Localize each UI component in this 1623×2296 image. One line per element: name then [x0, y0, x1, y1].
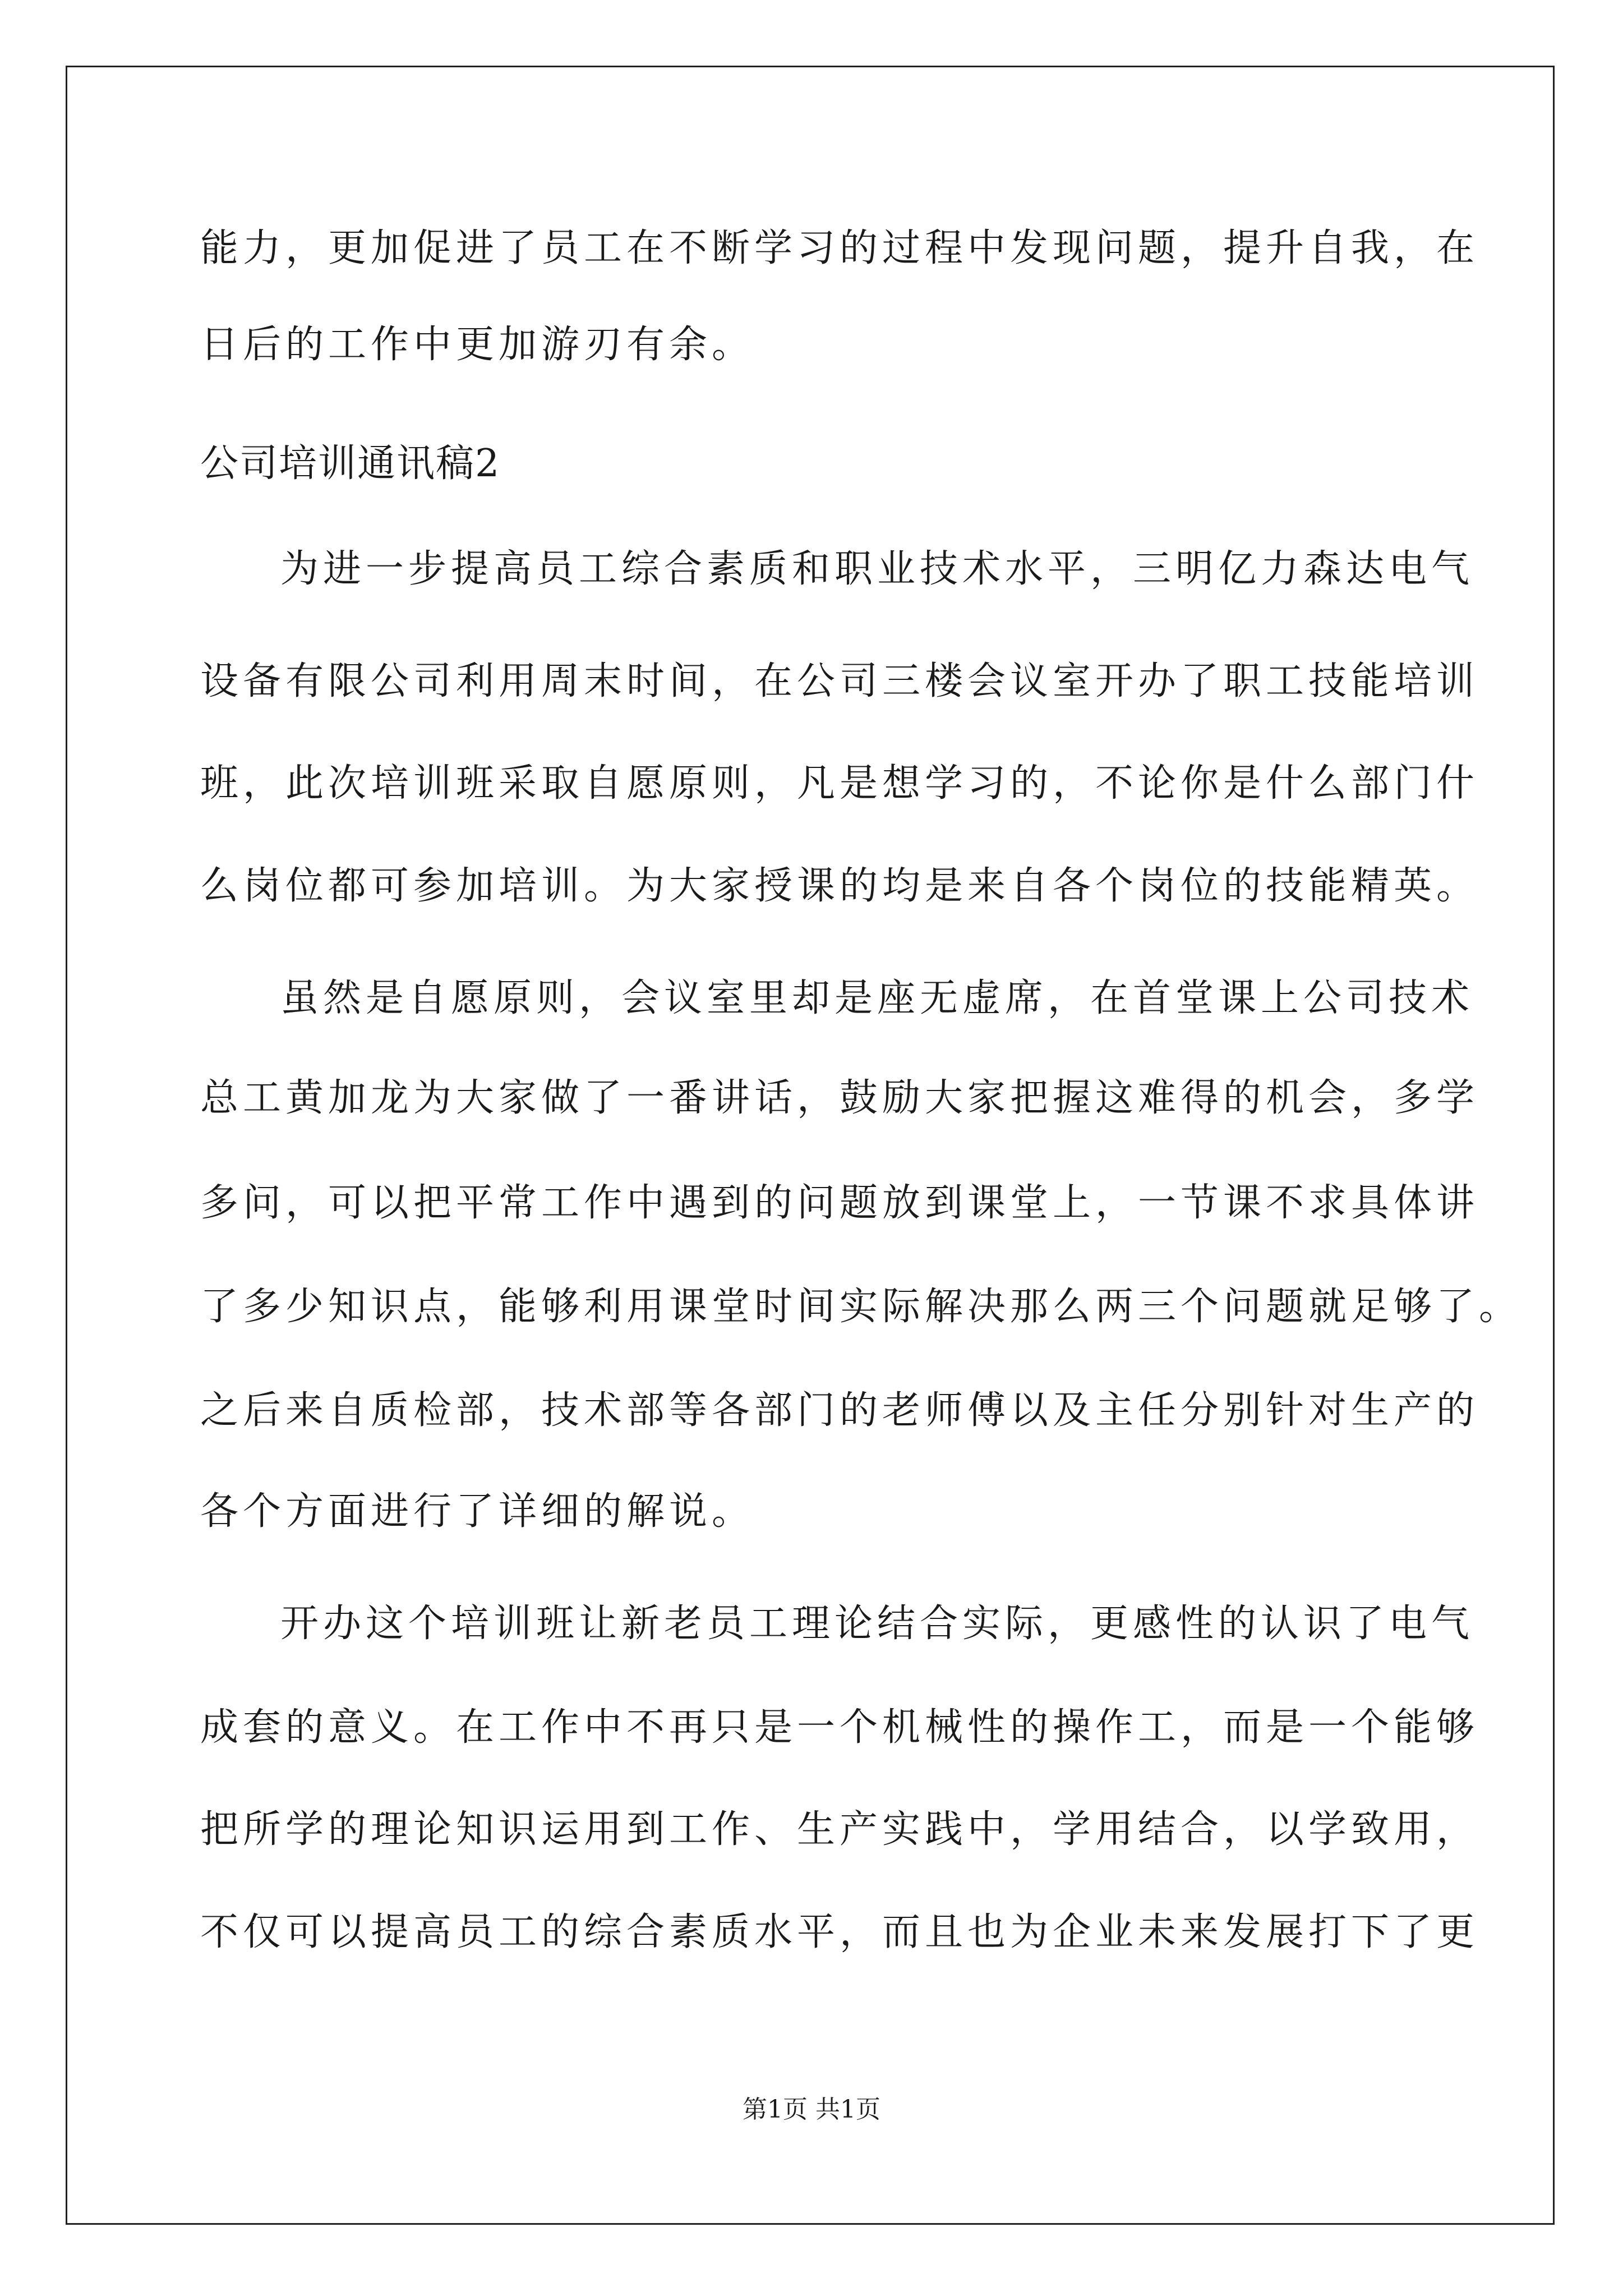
section-heading: 公司培训通讯稿2 — [200, 441, 501, 486]
body-line: 各个方面进行了详细的解说。 — [200, 1489, 755, 1534]
page-number-footer: 第1页 共1页 — [743, 2095, 880, 2124]
body-line: 日后的工作中更加游刃有余。 — [200, 323, 755, 367]
body-line: 多问，可以把平常工作中遇到的问题放到课堂上，一节课不求具体讲 — [200, 1181, 1479, 1225]
body-line: 设备有限公司利用周末时间，在公司三楼会议室开办了职工技能培训 — [200, 659, 1479, 703]
page-border — [66, 66, 1555, 2225]
body-line: 虽然是自愿原则，会议室里却是座无虚席，在首堂课上公司技术 — [280, 976, 1474, 1020]
body-line: 么岗位都可参加培训。为大家授课的均是来自各个岗位的技能精英。 — [200, 864, 1479, 908]
body-line: 成套的意义。在工作中不再只是一个机械性的操作工，而是一个能够 — [200, 1705, 1479, 1750]
body-line: 把所学的理论知识运用到工作、生产实践中，学用结合，以学致用， — [200, 1807, 1479, 1852]
body-line: 班，此次培训班采取自愿原则，凡是想学习的，不论你是什么部门什 — [200, 761, 1479, 806]
body-line: 开办这个培训班让新老员工理论结合实际，更感性的认识了电气 — [280, 1602, 1474, 1646]
body-line: 之后来自质检部，技术部等各部门的老师傅以及主任分别针对生产的 — [200, 1388, 1479, 1433]
body-line: 了多少知识点，能够利用课堂时间实际解决那么两三个问题就足够了。 — [200, 1285, 1522, 1329]
body-line: 不仅可以提高员工的综合素质水平，而且也为企业未来发展打下了更 — [200, 1910, 1479, 1954]
body-line: 为进一步提高员工综合素质和职业技术水平，三明亿力森达电气 — [280, 547, 1474, 591]
body-line: 能力，更加促进了员工在不断学习的过程中发现问题，提升自我，在 — [200, 226, 1479, 270]
body-line: 总工黄加龙为大家做了一番讲话，鼓励大家把握这难得的机会，多学 — [200, 1076, 1479, 1120]
